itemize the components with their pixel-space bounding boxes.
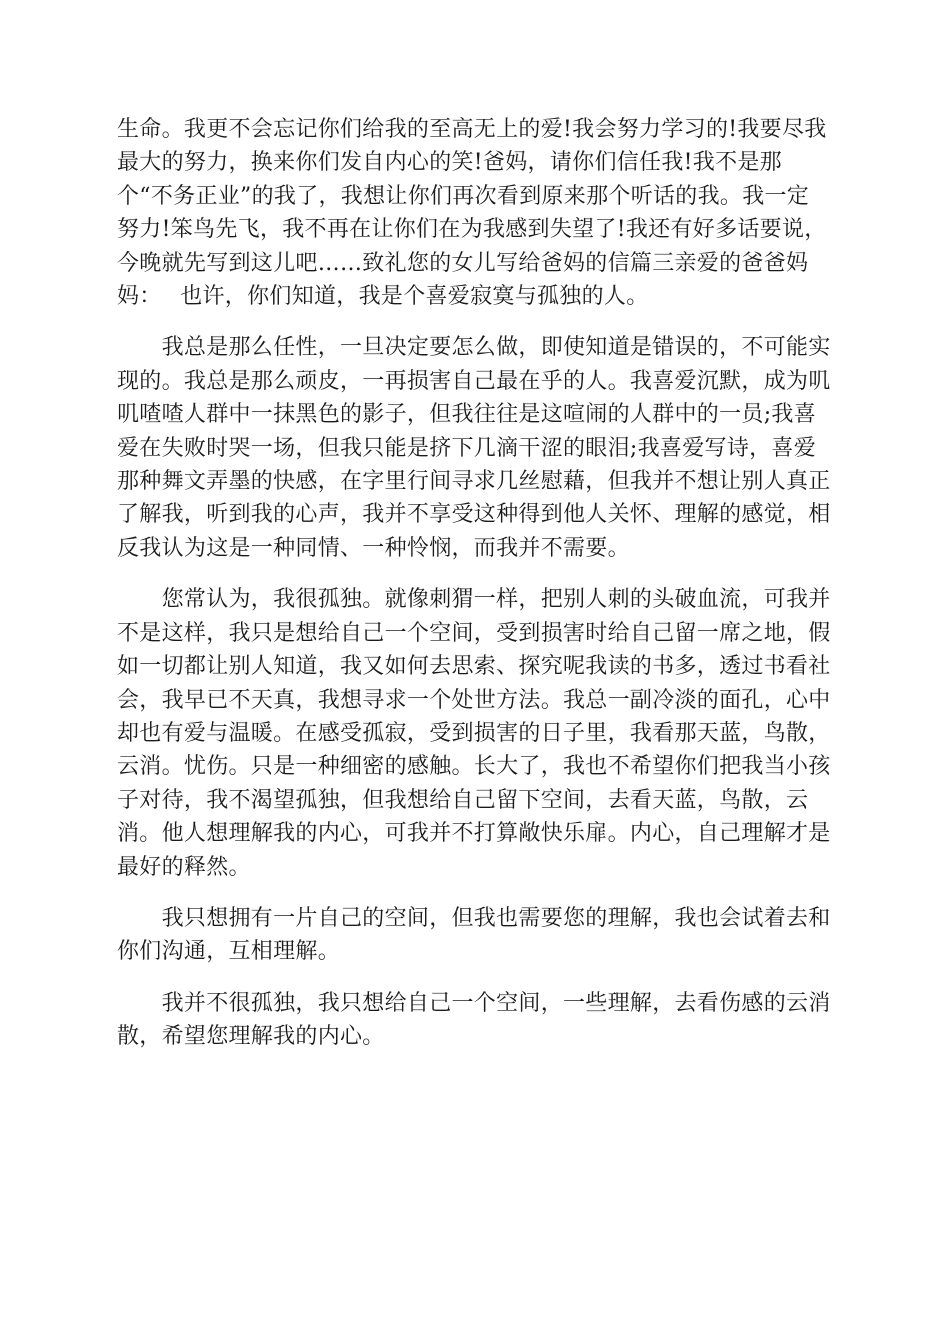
- paragraph-gap: [117, 969, 833, 987]
- text-line: 云消。忧伤。只是一种细密的感触。长大了，我也不希望你们把我当小孩: [117, 754, 831, 780]
- paragraph-2: [117, 331, 833, 565]
- text-line: 现的。我总是那么顽皮，一再损害自己最在乎的人。我喜爱沉默，成为叽: [117, 368, 831, 394]
- text-line: 你们沟通，互相理解。: [117, 939, 341, 965]
- text-line: 反我认为这是一种同情、一种怜悯，而我并不需要。: [117, 535, 630, 561]
- text-line: 个“不务正业”的我了，我想让你们再次看到原来那个听话的我。我一定: [117, 183, 810, 209]
- text-line: 消。他人想理解我的内心，可我并不打算敞快乐扉。内心，自己理解才是: [117, 821, 831, 847]
- text-line: 最大的努力，换来你们发自内心的笑!爸妈，请你们信任我!我不是那: [117, 150, 782, 176]
- text-line: 努力!笨鸟先飞，我不再在让你们在为我感到失望了!我还有好多话要说，: [117, 217, 827, 243]
- text-line: 生命。我更不会忘记你们给我的至高无上的爱!我会努力学习的!我要尽我: [117, 117, 827, 142]
- text-line: 散，希望您理解我的内心。: [117, 1024, 385, 1050]
- text-line: 我并不很孤独，我只想给自己一个空间，一些理解，去看伤感的云消: [117, 990, 831, 1016]
- text-line: 如一切都让别人知道，我又如何去思索、探究呢我读的书多，透过书看社: [117, 654, 831, 680]
- paragraph-5: [117, 987, 833, 1054]
- paragraph-gap: [117, 313, 833, 331]
- text-line: 妈： 也许，你们知道，我是个喜爱寂寞与孤独的人。: [117, 284, 649, 310]
- paragraph-gap: [117, 884, 833, 902]
- paragraph-3: [117, 583, 833, 884]
- paragraph-1: [117, 113, 833, 313]
- text-line: 您常认为，我很孤独。就像刺猬一样，把别人刺的头破血流，可我并: [117, 587, 831, 613]
- text-line: 不是这样，我只是想给自己一个空间，受到损害时给自己留一席之地，假: [117, 620, 831, 646]
- text-line: 那种舞文弄墨的快感，在字里行间寻求几丝慰藉，但我并不想让别人真正: [117, 469, 831, 495]
- paragraph-gap: [117, 565, 833, 583]
- text-line: 叽喳喳人群中一抹黑色的影子，但我往往是这喧闹的人群中的一员;我喜: [117, 402, 817, 428]
- text-line: 今晚就先写到这儿吧……致礼您的女儿写给爸妈的信篇三亲爱的爸爸妈: [117, 250, 809, 276]
- paragraph-4: [117, 902, 833, 969]
- text-line: 爱在失败时哭一场，但我只能是挤下几滴干涩的眼泪;我喜爱写诗，喜爱: [117, 435, 817, 461]
- text-line: 了解我，听到我的心声，我并不享受这种得到他人关怀、理解的感觉，相: [117, 502, 831, 528]
- text-line: 却也有爱与温暖。在感受孤寂，受到损害的日子里，我看那天蓝，鸟散，: [117, 720, 831, 746]
- text-line: 会，我早已不天真，我想寻求一个处世方法。我总一副冷淡的面孔，心中: [117, 687, 831, 713]
- text-line: 我总是那么任性，一旦决定要怎么做，即使知道是错误的，不可能实: [117, 335, 831, 361]
- text-line: 最好的释然。: [117, 854, 251, 880]
- text-line: 子对待，我不渴望孤独，但我想给自己留下空间，去看天蓝，鸟散，云: [117, 787, 809, 813]
- text-line: 我只想拥有一片自己的空间，但我也需要您的理解，我也会试着去和: [117, 905, 831, 931]
- document-page: [117, 113, 833, 1054]
